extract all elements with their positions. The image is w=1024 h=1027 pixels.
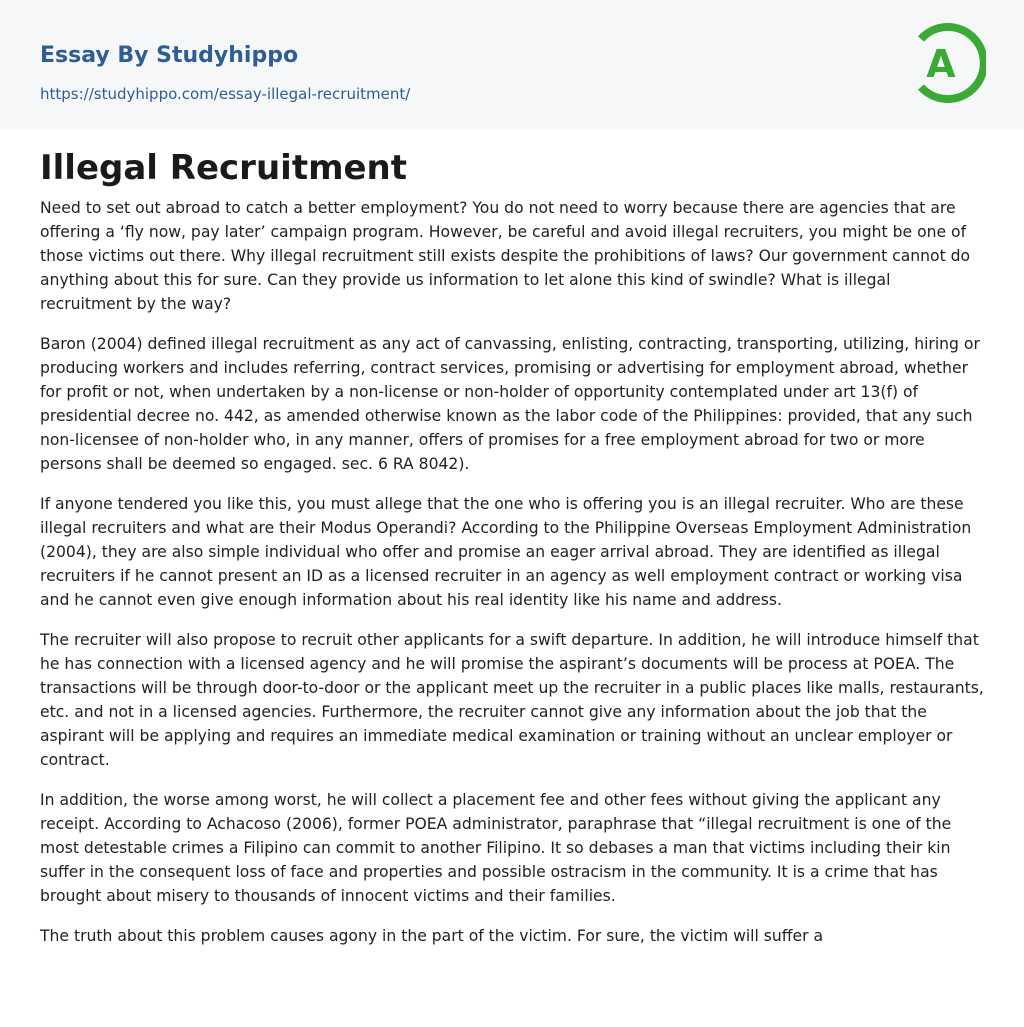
essay-paragraph: The recruiter will also propose to recruit other applicants for a swift departure. In addition, he will introduce himself that he has connection with a licensed agency and he will promise the aspirant’s documents will be process at POEA. The transactions will be through door-to-door or the applicant meet up the recruiter in a public places like malls, restaurants, etc. and not in a licensed agencies. Furthermore, the recruiter cannot give any information about the job that the aspirant will be applying and requires an immediate medical examination or training without an unclear employer or contract. [40, 631, 984, 769]
essay-content [40, 146, 986, 964]
logo-letter: A [926, 42, 956, 86]
essay-url-link[interactable]: https://studyhippo.com/essay-illegal-recruitment/ [40, 85, 411, 103]
studyhippo-logo-icon[interactable] [914, 20, 986, 106]
site-title[interactable]: Essay By Studyhippo [40, 43, 299, 68]
essay-paragraph: In addition, the worse among worst, he will collect a placement fee and other fees without giving the applicant any receipt. According to Achacoso (2006), former POEA administrator, paraphrase that “illegal recruitment is one of the most detestable crimes a Filipino can commit to another Filipino. It so debases a man that victims including their kin suffer in the consequent loss of face and properties and possible ostracism in the community. It is a crime that has brought about misery to thousands of innocent victims and their families. [40, 791, 952, 905]
essay-title: Illegal Recruitment [40, 148, 408, 188]
essay-paragraph: If anyone tendered you like this, you must allege that the one who is offering you is an illegal recruiter. Who are these illegal recruiters and what are their Modus Operandi? According to the Philippine Overseas Employment Administration (2004), they are also simple individual who offer and promise an eager arrival abroad. They are identified as illegal recruiters if he cannot present an ID as a licensed recruiter in an agency as well employment contract or working visa and he cannot even give enough information about his real identity like his name and address. [40, 495, 972, 609]
essay-paragraph: Need to set out abroad to catch a better employment? You do not need to worry because there are agencies that are offering a ‘fly now, pay later’ campaign program. However, be careful and avoid illegal recruiters, you might be one of those victims out there. Why illegal recruitment still exists despite the prohibitions of laws? Our government cannot do anything about this for sure. Can they provide us information to let alone this kind of swindle? What is illegal recruitment by the way? [40, 199, 971, 313]
essay-paragraph: Baron (2004) defined illegal recruitment as any act of canvassing, enlisting, contracting, transporting, utilizing, hiring or producing workers and includes referring, contract services, promising or advertising for employment abroad, whether for profit or not, when undertaken by a non-license or non-holder of opportunity contemplated under art 13(f) of presidential decree no. 442, as amended otherwise known as the labor code of the Philippines: provided, that any such non-licensee of non-holder who, in any manner, offers of promises for a free employment abroad for two or more persons shall be deemed so engaged. sec. 6 RA 8042). [40, 335, 980, 473]
essay-paragraph: The truth about this problem causes agony in the part of the victim. For sure, the victim will suffer a [40, 927, 824, 945]
site-header [0, 0, 1024, 129]
